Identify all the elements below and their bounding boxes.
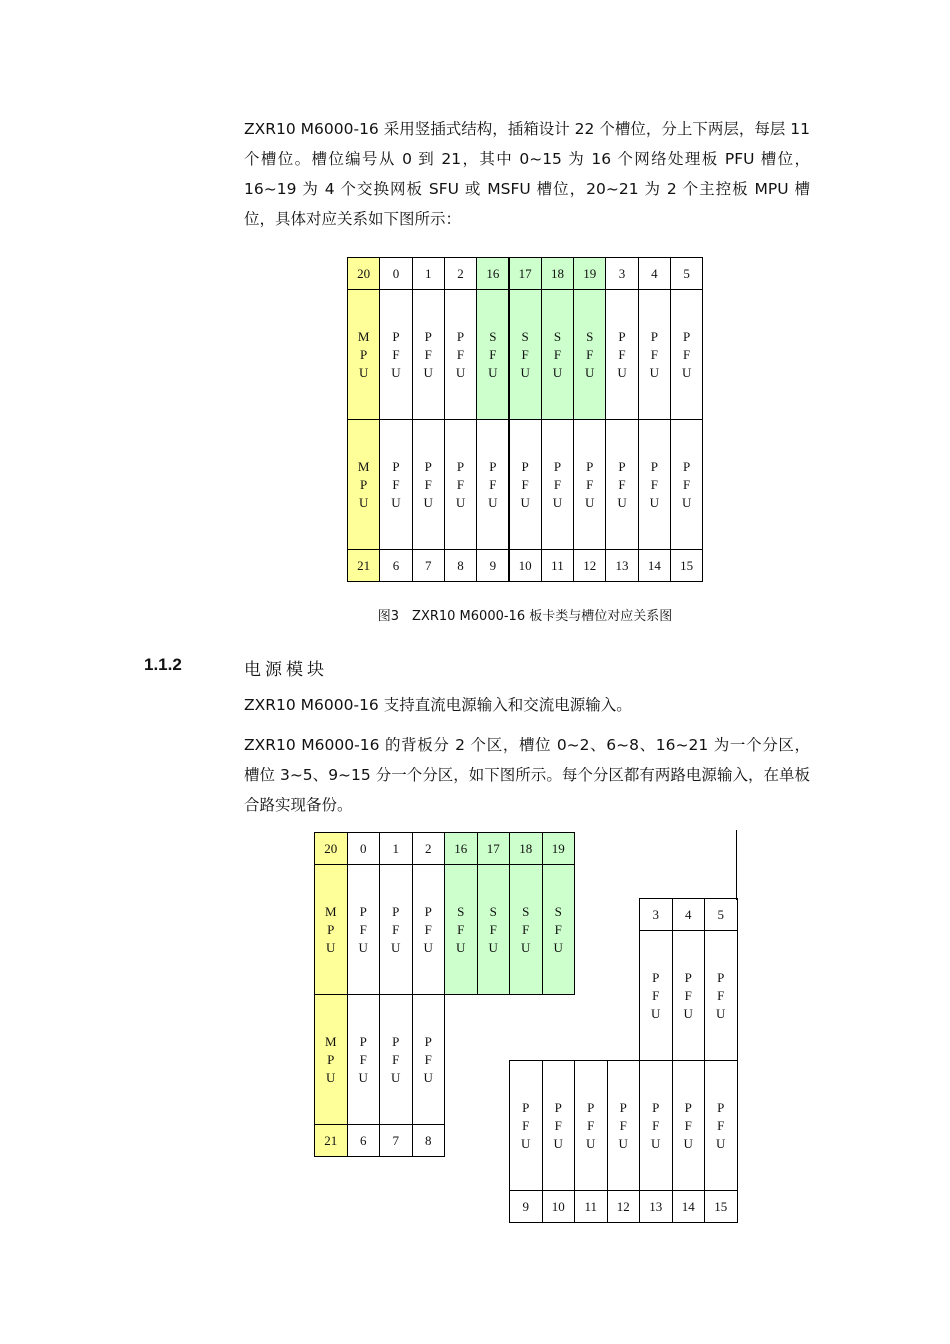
slot-number-7: 7 — [412, 549, 445, 582]
zone1-slot-number-16: 16 — [444, 832, 478, 865]
zone1-slot-number-8: 8 — [412, 1124, 446, 1157]
zone-boundary-line — [736, 830, 737, 900]
zone2-slot-number-10: 10 — [542, 1190, 576, 1223]
zone2-card-pfu: P F U — [542, 1060, 576, 1191]
slot-number-21: 21 — [347, 549, 380, 582]
slot-number-9: 9 — [476, 549, 509, 582]
zone2-slot-number-12: 12 — [607, 1190, 641, 1223]
slot-card-sfu: S F U — [509, 289, 542, 420]
intro-paragraph: ZXR10 M6000-16 采用竖插式结构，插箱设计 22 个槽位，分上下两层，每层 11 个槽位。槽位编号从 0 到 21，其中 0~15 为 16 个网络处理板 PFU 槽位，16~19 为 4 个交换网板 SFU 或 MSFU 槽位，20~21 为 2 个主控板 MPU 槽位，具体对应关系如下图所示： — [244, 120, 810, 228]
slot-card-pfu: P F U — [541, 419, 574, 550]
zone1-slot-number-18: 18 — [509, 832, 543, 865]
slot-card-mpu: M P U — [347, 289, 380, 420]
slot-number-16: 16 — [476, 257, 509, 290]
zone2-card-pfu: P F U — [607, 1060, 641, 1191]
zone2-slot-number-13: 13 — [639, 1190, 673, 1223]
zone1-card-mpu: M P U — [314, 864, 348, 995]
slot-number-15: 15 — [670, 549, 703, 582]
zone1-slot-number-7: 7 — [379, 1124, 413, 1157]
slot-number-14: 14 — [638, 549, 671, 582]
zone2-slot-number-5: 5 — [704, 898, 738, 931]
zone1-slot-number-2: 2 — [412, 832, 446, 865]
zone2-slot-number-11: 11 — [574, 1190, 608, 1223]
slot-card-pfu: P F U — [670, 419, 703, 550]
section-title: 电源模块 — [244, 660, 328, 680]
zone1-card-pfu: P F U — [412, 864, 446, 995]
backplane-paragraph: ZXR10 M6000-16 的背板分 2 个区，槽位 0~2、6~8、16~21 为一个分区，槽位 3~5、9~15 分一个分区，如下图所示。每个分区都有两路电源输入，在单板合路实现备份。 — [244, 736, 810, 814]
zone2-card-pfu: P F U — [704, 930, 738, 1061]
slot-card-pfu: P F U — [573, 419, 606, 550]
zone2-card-pfu: P F U — [639, 1060, 673, 1191]
zone2-card-pfu: P F U — [639, 930, 673, 1061]
zone1-card-pfu: P F U — [347, 994, 381, 1125]
slot-number-2: 2 — [444, 257, 477, 290]
slot-card-sfu: S F U — [476, 289, 509, 420]
zone2-card-pfu: P F U — [672, 1060, 706, 1191]
zone2-card-pfu: P F U — [509, 1060, 543, 1191]
zone1-card-mpu: M P U — [314, 994, 348, 1125]
zone1-card-sfu: S F U — [509, 864, 543, 995]
slot-number-6: 6 — [379, 549, 412, 582]
slot-card-pfu: P F U — [476, 419, 509, 550]
zone1-card-pfu: P F U — [379, 994, 413, 1125]
slot-number-8: 8 — [444, 549, 477, 582]
slot-card-pfu: P F U — [412, 289, 445, 420]
zone1-card-sfu: S F U — [444, 864, 478, 995]
zone2-slot-number-4: 4 — [672, 898, 706, 931]
zone1-card-pfu: P F U — [379, 864, 413, 995]
slot-number-13: 13 — [605, 549, 638, 582]
zone2-slot-number-14: 14 — [672, 1190, 706, 1223]
slot-card-pfu: P F U — [412, 419, 445, 550]
power-input-paragraph: ZXR10 M6000-16 支持直流电源输入和交流电源输入。 — [244, 696, 632, 714]
zone1-card-sfu: S F U — [477, 864, 511, 995]
slot-card-sfu: S F U — [573, 289, 606, 420]
zone1-card-pfu: P F U — [347, 864, 381, 995]
zone1-slot-number-19: 19 — [542, 832, 576, 865]
slot-card-sfu: S F U — [541, 289, 574, 420]
zone1-card-sfu: S F U — [542, 864, 576, 995]
slot-number-19: 19 — [573, 257, 606, 290]
zone1-slot-number-17: 17 — [477, 832, 511, 865]
slot-number-10: 10 — [509, 549, 542, 582]
slot-card-mpu: M P U — [347, 419, 380, 550]
slot-number-1: 1 — [412, 257, 445, 290]
slot-card-pfu: P F U — [670, 289, 703, 420]
slot-number-12: 12 — [573, 549, 606, 582]
slot-card-pfu: P F U — [379, 289, 412, 420]
slot-card-pfu: P F U — [509, 419, 542, 550]
slot-number-17: 17 — [509, 257, 542, 290]
zone1-slot-number-20: 20 — [314, 832, 348, 865]
figure-caption: 图3 ZXR10 M6000-16 板卡类与槽位对应关系图 — [377, 609, 673, 624]
slot-card-pfu: P F U — [605, 419, 638, 550]
slot-number-4: 4 — [638, 257, 671, 290]
slot-card-pfu: P F U — [444, 289, 477, 420]
slot-number-5: 5 — [670, 257, 703, 290]
zone1-slot-number-0: 0 — [347, 832, 381, 865]
zone1-slot-number-6: 6 — [347, 1124, 381, 1157]
zone2-slot-number-9: 9 — [509, 1190, 543, 1223]
zone2-slot-number-15: 15 — [704, 1190, 738, 1223]
zone1-slot-number-21: 21 — [314, 1124, 348, 1157]
slot-card-pfu: P F U — [444, 419, 477, 550]
zone2-card-pfu: P F U — [704, 1060, 738, 1191]
slot-card-pfu: P F U — [638, 289, 671, 420]
zone2-card-pfu: P F U — [574, 1060, 608, 1191]
zone1-slot-number-1: 1 — [379, 832, 413, 865]
slot-number-11: 11 — [541, 549, 574, 582]
slot-card-pfu: P F U — [638, 419, 671, 550]
slot-number-0: 0 — [379, 257, 412, 290]
slot-number-3: 3 — [605, 257, 638, 290]
slot-card-pfu: P F U — [379, 419, 412, 550]
zone1-card-pfu: P F U — [412, 994, 446, 1125]
slot-number-18: 18 — [541, 257, 574, 290]
section-number: 1.1.2 — [144, 655, 182, 674]
zone2-slot-number-3: 3 — [639, 898, 673, 931]
slot-card-pfu: P F U — [605, 289, 638, 420]
slot-number-20: 20 — [347, 257, 380, 290]
zone2-card-pfu: P F U — [672, 930, 706, 1061]
